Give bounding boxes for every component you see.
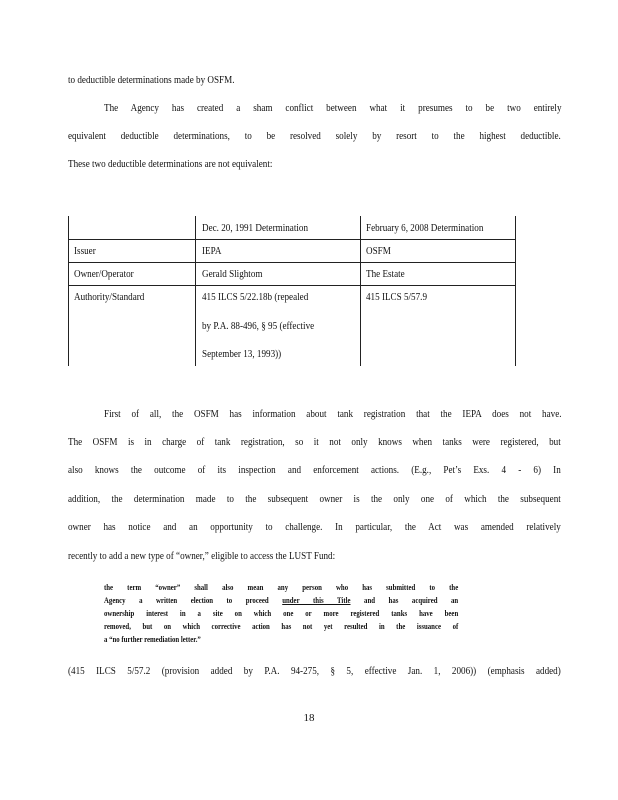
citation: (415 ILCS 5/57.2 (provision added by P.A. 94-275, § 5, effective Jan. 1, 2006)) (emphasis added) bbox=[68, 666, 561, 677]
table-rule-2 bbox=[68, 262, 516, 263]
table-cell: 415 ILCS 5/57.9 bbox=[366, 292, 428, 303]
quote-underlined: under this Title bbox=[282, 596, 351, 605]
para-line-6: recently to add a new type of “owner,” eligible to access the LUST Fund: bbox=[68, 551, 336, 562]
table-row-label: Authority/Standard bbox=[74, 292, 145, 303]
page-number: 18 bbox=[303, 712, 315, 724]
quote-text: Agency a written election to proceed bbox=[104, 596, 269, 605]
table-cell: OSFM bbox=[366, 246, 391, 257]
table-cell: 415 ILCS 5/22.18b (repealed bbox=[202, 292, 309, 303]
intro-line-2: The Agency has created a sham conflict between what it presumes to be two entirely bbox=[104, 103, 562, 114]
quote-line-4: removed, but on which corrective action has not yet resulted in the issuance of bbox=[104, 622, 459, 631]
para-line-1: First of all, the OSFM has information about tank registration that the IEPA does not have. bbox=[104, 409, 562, 420]
determination-table bbox=[68, 216, 516, 366]
table-row-label: Issuer bbox=[74, 246, 96, 257]
quote-text: and has acquired an bbox=[364, 596, 459, 605]
table-cell: by P.A. 88-496, § 95 (effective bbox=[202, 321, 315, 332]
para-line-5: owner has notice and an opportunity to challenge. In particular, the Act was amended relatively bbox=[68, 522, 561, 533]
table-header-feb: February 6, 2008 Determination bbox=[366, 223, 484, 234]
table-row-label: Owner/Operator bbox=[74, 269, 134, 280]
quote-line-3: ownership interest in a site on which one or more registered tanks have been bbox=[104, 609, 459, 618]
intro-line-3: equivalent deductible determinations, to be resolved solely by resort to the highest deductible. bbox=[68, 131, 561, 142]
table-cell: The Estate bbox=[366, 269, 405, 280]
para-line-3: also knows the outcome of its inspection and enforcement actions. (E.g., Pet’s Exs. 4 - 6) In bbox=[68, 465, 561, 476]
quote-line-5: a “no further remediation letter.” bbox=[104, 635, 201, 644]
para-line-2: The OSFM is in charge of tank registration, so it not only knows when tanks were registered, but bbox=[68, 437, 561, 448]
intro-line-4: These two deductible determinations are not equivalent: bbox=[68, 159, 273, 170]
quote-line-2 bbox=[104, 597, 458, 605]
table-cell: September 13, 1993)) bbox=[202, 349, 282, 360]
table-header-dec: Dec. 20, 1991 Determination bbox=[202, 223, 309, 234]
intro-line-1: to deductible determinations made by OSFM. bbox=[68, 75, 235, 86]
table-cell: Gerald Slightom bbox=[202, 269, 263, 280]
table-rule-1 bbox=[68, 239, 516, 240]
table-rule-3 bbox=[68, 285, 516, 286]
table-cell: IEPA bbox=[202, 246, 222, 257]
quote-line-1: the term “owner” shall also mean any person who has submitted to the bbox=[104, 583, 459, 592]
para-line-4: addition, the determination made to the subsequent owner is the only one of which the subsequent bbox=[68, 494, 561, 505]
